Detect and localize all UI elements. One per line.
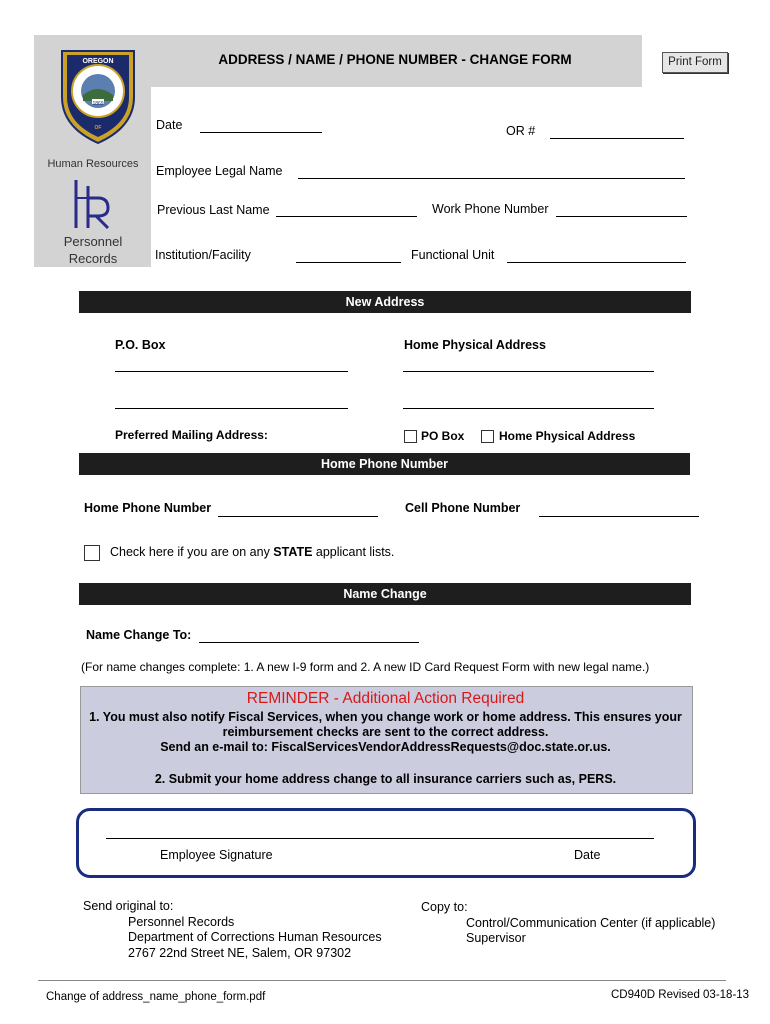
signature-field[interactable] xyxy=(106,838,654,839)
institution-facility-field[interactable] xyxy=(296,262,401,263)
name-change-header: Name Change xyxy=(79,583,691,605)
footer-form-code: CD940D Revised 03-18-13 xyxy=(611,989,750,1001)
name-change-to-label: Name Change To: xyxy=(86,628,192,642)
state-check-prefix: Check here if you are on any xyxy=(110,545,274,559)
po-box-field-2[interactable] xyxy=(115,408,348,409)
functional-unit-label: Functional Unit xyxy=(411,248,495,262)
copy-to-block xyxy=(421,900,715,947)
employee-signature-label: Employee Signature xyxy=(160,848,273,862)
personnel-records-label xyxy=(42,233,144,267)
seal-year: 1869 xyxy=(92,101,104,107)
print-form-button[interactable]: Print Form xyxy=(662,52,728,73)
reminder-line-4: 2. Submit your home address change to all insurance carriers such as, PERS. xyxy=(154,772,617,786)
previous-last-name-label: Previous Last Name xyxy=(157,203,270,217)
functional-unit-field[interactable] xyxy=(507,262,686,263)
send-original-label: Send original to: xyxy=(83,899,174,913)
oregon-doc-seal-icon xyxy=(54,45,142,145)
work-phone-field[interactable] xyxy=(556,216,687,217)
home-physical-address-label: Home Physical Address xyxy=(404,338,546,352)
date-field[interactable] xyxy=(200,132,322,133)
home-phone-field[interactable] xyxy=(218,516,378,517)
personnel-line-1: Personnel xyxy=(63,234,123,249)
copy-to-line-2: Supervisor xyxy=(466,931,526,945)
hr-label: Human Resources xyxy=(47,158,139,170)
home-address-field-1[interactable] xyxy=(403,371,654,372)
po-box-checkbox[interactable] xyxy=(404,430,417,443)
po-box-label: P.O. Box xyxy=(115,338,166,352)
copy-to-label: Copy to: xyxy=(421,900,468,914)
send-original-line-3: 2767 22nd Street NE, Salem, OR 97302 xyxy=(128,945,352,960)
reminder-line-3: Send an e-mail to: FiscalServicesVendorAddressRequests@doc.state.or.us. xyxy=(160,740,611,754)
or-number-field[interactable] xyxy=(550,138,684,139)
po-box-field-1[interactable] xyxy=(115,371,348,372)
employee-legal-name-label: Employee Legal Name xyxy=(156,164,283,178)
state-check-suffix: applicant lists. xyxy=(312,545,395,559)
institution-facility-label: Institution/Facility xyxy=(155,248,251,262)
state-applicant-checkbox[interactable] xyxy=(84,545,100,561)
name-change-to-field[interactable] xyxy=(199,642,419,643)
footer-divider xyxy=(38,980,726,981)
form-title: ADDRESS / NAME / PHONE NUMBER - CHANGE FORM xyxy=(218,52,572,67)
po-box-option-label: PO Box xyxy=(421,429,465,443)
home-phone-header: Home Phone Number xyxy=(79,453,690,475)
personnel-line-2: Records xyxy=(68,251,118,266)
seal-top-text: OREGON xyxy=(82,58,114,65)
home-physical-option-label: Home Physical Address xyxy=(499,429,636,443)
date-label: Date xyxy=(156,118,183,132)
send-original-block xyxy=(83,899,382,961)
employee-legal-name-field[interactable] xyxy=(298,178,685,179)
reminder-title: REMINDER - Additional Action Required xyxy=(246,690,525,707)
send-original-line-2: Department of Corrections Human Resources xyxy=(128,930,382,944)
state-applicant-label xyxy=(110,545,394,559)
name-change-note: (For name changes complete: 1. A new I-9 form and 2. A new ID Card Request Form with new legal name.) xyxy=(81,660,650,674)
home-physical-checkbox[interactable] xyxy=(481,430,494,443)
cell-phone-label: Cell Phone Number xyxy=(405,501,521,515)
footer-filename: Change of address_name_phone_form.pdf xyxy=(46,991,266,1003)
reminder-line-1: 1. You must also notify Fiscal Services, when you change work or home address. This ensures your xyxy=(89,710,682,724)
home-address-field-2[interactable] xyxy=(403,408,654,409)
send-original-line-1: Personnel Records xyxy=(128,914,235,929)
preferred-mailing-label: Preferred Mailing Address: xyxy=(115,428,268,442)
cell-phone-field[interactable] xyxy=(539,516,699,517)
copy-to-line-1: Control/Communication Center (if applicable) xyxy=(466,915,716,930)
signature-date-label: Date xyxy=(574,848,601,862)
new-address-header: New Address xyxy=(79,291,691,313)
state-check-bold: STATE xyxy=(273,545,313,559)
reminder-line-2: reimbursement checks are sent to the correct address. xyxy=(222,725,549,739)
hr-logo-icon xyxy=(66,178,112,230)
seal-bottom-text: OF xyxy=(94,125,102,131)
or-number-label: OR # xyxy=(506,124,536,138)
previous-last-name-field[interactable] xyxy=(276,216,417,217)
work-phone-label: Work Phone Number xyxy=(432,202,549,216)
signature-box xyxy=(76,808,696,878)
home-phone-label: Home Phone Number xyxy=(84,501,212,515)
